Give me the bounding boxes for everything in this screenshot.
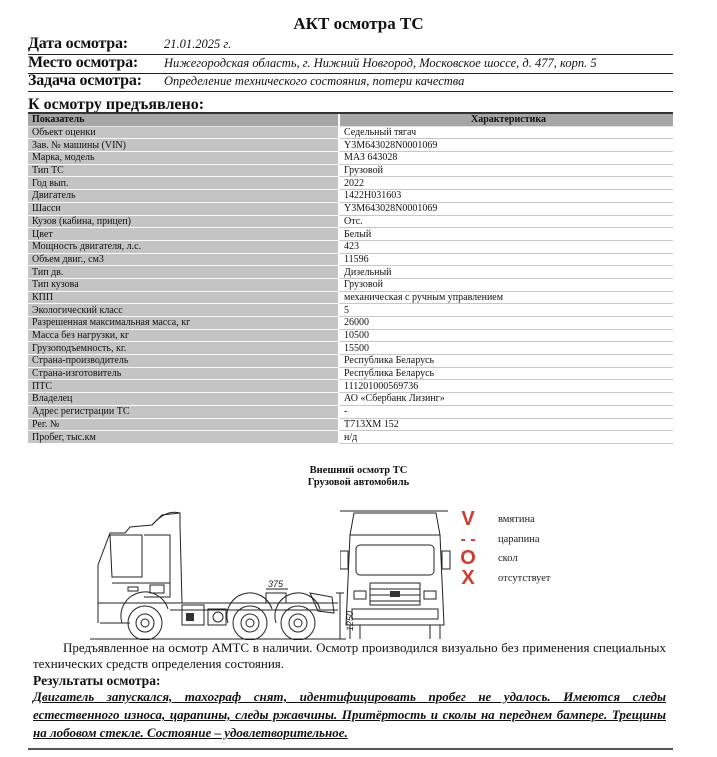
- roof-spoiler: [350, 513, 440, 535]
- external-inspection-title: [0, 465, 717, 489]
- truck-side-view-diagram: [70, 505, 360, 640]
- table-row: [28, 304, 673, 317]
- brand-logo: [390, 591, 400, 597]
- indicator-cell: Страна-изготовитель: [28, 368, 338, 381]
- indicator-cell: Тип кузова: [28, 279, 338, 292]
- indicator-cell: Объем двиг., см3: [28, 254, 338, 267]
- table-row: [28, 431, 673, 444]
- section-heading: К осмотру предъявлено:: [28, 96, 205, 113]
- indicator-cell: Разрешенная максимальная масса, кг: [28, 317, 338, 330]
- characteristic-cell: 11596: [338, 254, 673, 267]
- characteristic-cell: механическая с ручным управлением: [338, 292, 673, 305]
- bottom-divider: [28, 748, 673, 750]
- indicator-cell: Год вып.: [28, 177, 338, 190]
- dent-icon: V: [461, 508, 475, 530]
- indicator-cell: Мощность двигателя, л.с.: [28, 241, 338, 254]
- characteristic-cell: -: [338, 406, 673, 419]
- meta-date-row: [28, 34, 673, 55]
- meta-date-label: Дата осмотра:: [28, 35, 128, 52]
- table-row: [28, 228, 673, 241]
- legend-label-missing: отсутствует: [498, 572, 551, 584]
- table-row: [28, 393, 673, 406]
- meta-task-label: Задача осмотра:: [28, 72, 142, 89]
- table-row: [28, 292, 673, 305]
- chassis-part: [186, 613, 194, 621]
- indicator-cell: Двигатель: [28, 190, 338, 203]
- table-row: [28, 342, 673, 355]
- dimension-375-label: 375: [268, 579, 284, 589]
- table-row: [28, 127, 673, 140]
- indicator-cell: Объект оценки: [28, 127, 338, 140]
- characteristic-cell: н/д: [338, 431, 673, 444]
- characteristic-cell: АО «Сбербанк Лизинг»: [338, 393, 673, 406]
- characteristic-cell: Y3M643028N0001069: [338, 139, 673, 152]
- cab-window: [110, 535, 142, 577]
- table-row: [28, 380, 673, 393]
- chip-icon: O: [460, 547, 476, 569]
- specs-table: [28, 112, 673, 444]
- indicator-cell: Адрес регистрации ТС: [28, 406, 338, 419]
- table-row: [28, 419, 673, 432]
- table-row: [28, 165, 673, 178]
- scratch-icon: - -: [460, 530, 476, 548]
- table-row: [28, 177, 673, 190]
- characteristic-cell: 423: [338, 241, 673, 254]
- table-row: [28, 190, 673, 203]
- characteristic-cell: 26000: [338, 317, 673, 330]
- characteristic-cell: МАЗ 643028: [338, 152, 673, 165]
- table-row: [28, 266, 673, 279]
- column-header-characteristic: Характеристика: [338, 114, 673, 127]
- characteristic-cell: 5: [338, 304, 673, 317]
- indicator-cell: Марка, модель: [28, 152, 338, 165]
- results-heading: Результаты осмотра:: [33, 673, 161, 688]
- truck-front-view-diagram: [340, 505, 455, 640]
- indicator-cell: Пробег, тыс.км: [28, 431, 338, 444]
- indicator-cell: Тип ТС: [28, 165, 338, 178]
- indicator-cell: Рег. №: [28, 419, 338, 432]
- table-row: [28, 368, 673, 381]
- cab-front-outline: [346, 535, 444, 625]
- indicator-cell: Кузов (кабина, прицеп): [28, 216, 338, 229]
- indicator-cell: Масса без нагрузки, кг: [28, 330, 338, 343]
- results-text: Двигатель запускался, тахограф снят, идентифицировать пробег не удалось. Имеются следы естественного износа, царапины, следы ржавчины. Притёртость и сколы на переднем бампере. Трещины на лобовом стекле. Состояние – удовлетворительное.: [33, 689, 666, 740]
- inspection-paragraph: Предъявленное на осмотр АМТС в наличии. Осмотр производился визуально без применения специальных технических средств определения состояния.: [33, 640, 666, 671]
- characteristic-cell: Республика Беларусь: [338, 368, 673, 381]
- indicator-cell: Тип дв.: [28, 266, 338, 279]
- table-row: [28, 317, 673, 330]
- characteristic-cell: 15500: [338, 342, 673, 355]
- characteristic-cell: 10500: [338, 330, 673, 343]
- external-inspection-title-line2: Грузовой автомобиль: [307, 477, 410, 488]
- specs-table-body: [28, 127, 673, 444]
- indicator-cell: Грузоподъемность, кг.: [28, 342, 338, 355]
- table-row: [28, 279, 673, 292]
- indicator-cell: ПТС: [28, 380, 338, 393]
- characteristic-cell: Седельный тягач: [338, 127, 673, 140]
- table-row: [28, 241, 673, 254]
- characteristic-cell: 1422Н031603: [338, 190, 673, 203]
- dimension-1250-label: 1250: [345, 610, 355, 631]
- indicator-cell: Зав. № машины (VIN): [28, 139, 338, 152]
- meta-task-row: [28, 71, 673, 92]
- meta-date-value: 21.01.2025 г.: [164, 37, 232, 51]
- table-row: [28, 355, 673, 368]
- table-row: [28, 406, 673, 419]
- characteristic-cell: Белый: [338, 228, 673, 241]
- indicator-cell: Страна-производитель: [28, 355, 338, 368]
- missing-icon: X: [461, 566, 475, 589]
- table-row: [28, 139, 673, 152]
- characteristic-cell: Т713ХМ 152: [338, 419, 673, 432]
- characteristic-cell: Отс.: [338, 216, 673, 229]
- legend-label-scratch: царапина: [498, 533, 540, 545]
- indicator-cell: Шасси: [28, 203, 338, 216]
- characteristic-cell: Дизельный: [338, 266, 673, 279]
- characteristic-cell: Республика Беларусь: [338, 355, 673, 368]
- external-inspection-title-line1: Внешний осмотр ТС: [309, 465, 408, 476]
- table-header-row: [28, 114, 673, 127]
- column-header-indicator: Показатель: [28, 114, 338, 127]
- meta-place-label: Место осмотра:: [28, 54, 138, 71]
- characteristic-cell: 111201000569736: [338, 380, 673, 393]
- table-row: [28, 330, 673, 343]
- table-row: [28, 216, 673, 229]
- table-row: [28, 203, 673, 216]
- meta-place-value: Нижегородская область, г. Нижний Новгород, Московское шоссе, д. 477, корп. 5: [164, 56, 597, 70]
- legend-label-dent: вмятина: [498, 514, 535, 525]
- indicator-cell: КПП: [28, 292, 338, 305]
- indicator-cell: Экологический класс: [28, 304, 338, 317]
- indicator-cell: Владелец: [28, 393, 338, 406]
- legend-label-chip: скол: [498, 553, 518, 564]
- document-title: АКТ осмотра ТС: [293, 14, 424, 33]
- windshield: [356, 545, 434, 575]
- table-row: [28, 254, 673, 267]
- characteristic-cell: Грузовой: [338, 165, 673, 178]
- meta-task-value: Определение технического состояния, потери качества: [164, 74, 465, 88]
- characteristic-cell: Грузовой: [338, 279, 673, 292]
- characteristic-cell: 2022: [338, 177, 673, 190]
- indicator-cell: Цвет: [28, 228, 338, 241]
- characteristic-cell: Y3M643028N0001069: [338, 203, 673, 216]
- table-row: [28, 152, 673, 165]
